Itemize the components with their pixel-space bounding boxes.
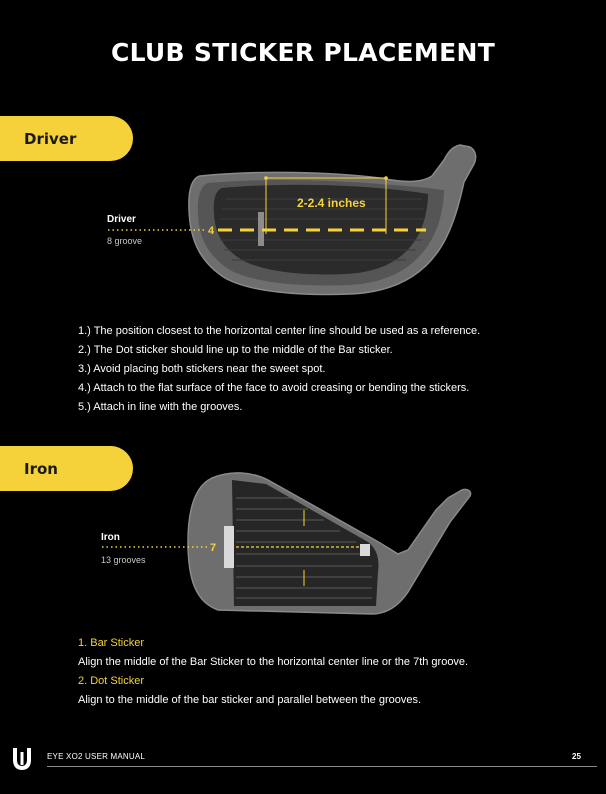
footer-title: EYE XO2 USER MANUAL: [47, 752, 146, 761]
page-number: 25: [572, 752, 581, 761]
driver-groove-number: 4: [208, 225, 215, 237]
iron-diagram: [0, 450, 606, 650]
iron-groove-number: 7: [210, 542, 217, 554]
dot-sticker-label: 2. Dot Sticker: [78, 675, 145, 687]
driver-diagram: [0, 0, 606, 320]
driver-step: 4.) Attach to the flat surface of the face to avoid creasing or bending the stickers.: [78, 382, 470, 394]
driver-steps-list: [78, 322, 578, 417]
footer-divider: [47, 766, 597, 767]
iron-bar-sticker: [224, 526, 234, 568]
brand-logo-icon: [11, 746, 33, 772]
dot-sticker-text: Align to the middle of the bar sticker and parallel between the grooves.: [78, 694, 422, 706]
driver-section-label-text: Driver: [24, 129, 77, 148]
iron-callout-sub: 13 grooves: [101, 555, 146, 565]
iron-section-label-text: Iron: [24, 459, 58, 478]
iron-dot-sticker: [360, 544, 370, 556]
iron-face: [232, 480, 379, 606]
iron-sticker-notes: [78, 634, 578, 710]
driver-callout-name: Driver: [107, 214, 136, 225]
driver-measurement-label: 2-2.4 inches: [297, 196, 366, 210]
driver-step: 3.) Avoid placing both stickers near the sweet spot.: [78, 363, 326, 375]
page-title: CLUB STICKER PLACEMENT: [110, 38, 496, 67]
driver-step: 5.) Attach in line with the grooves.: [78, 401, 243, 413]
driver-step: 2.) The Dot sticker should line up to the middle of the Bar sticker.: [78, 344, 393, 356]
driver-step: 1.) The position closest to the horizontal center line should be used as a reference.: [78, 325, 481, 337]
iron-callout-name: Iron: [101, 532, 120, 543]
driver-callout-sub: 8 groove: [107, 236, 143, 246]
bar-sticker-label: 1. Bar Sticker: [78, 637, 145, 649]
bar-sticker-text: Align the middle of the Bar Sticker to the horizontal center line or the 7th groove.: [78, 656, 469, 668]
